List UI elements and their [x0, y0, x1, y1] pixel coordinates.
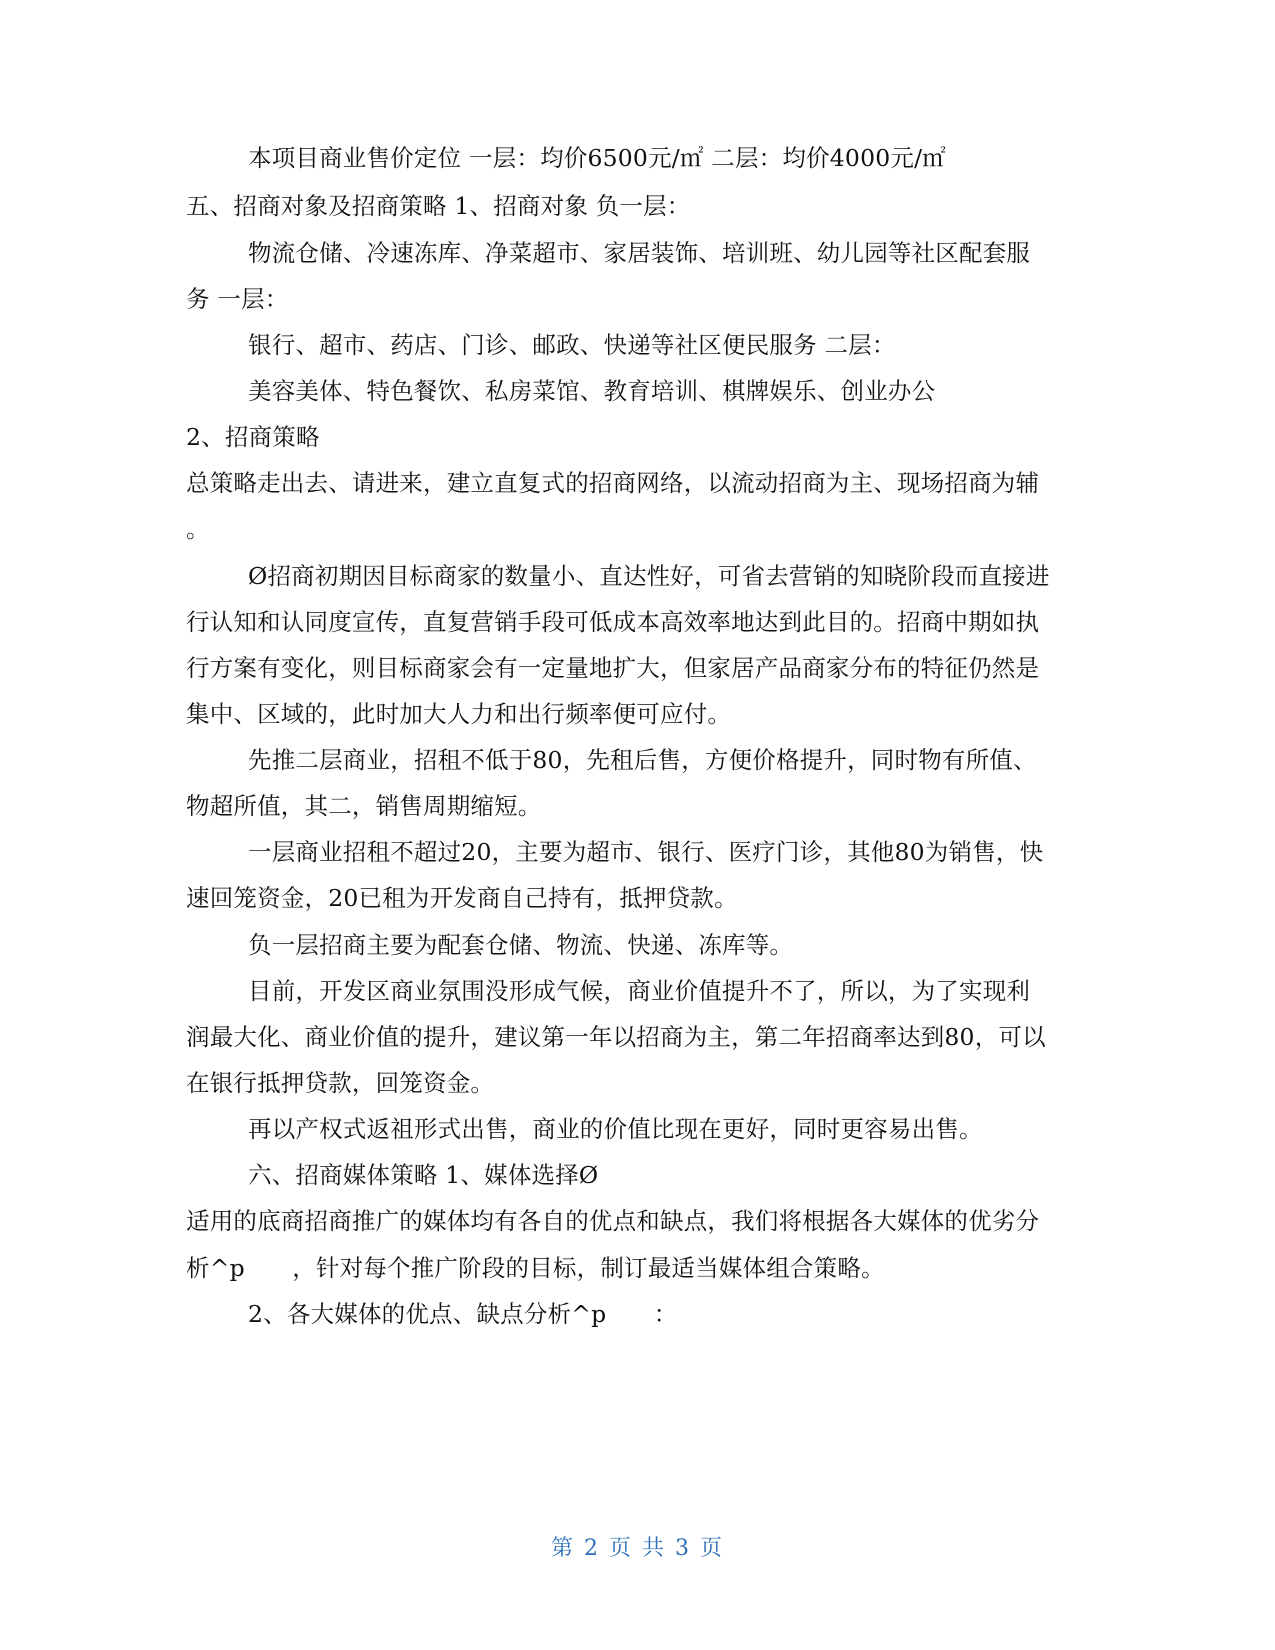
text-line: 总策略走出去、请进来，建立直复式的招商网络，以流动招商为主、现场招商为辅 [186, 469, 1040, 497]
text-line: 2、各大媒体的优点、缺点分析^p ： [248, 1300, 678, 1328]
section-heading: 2、招商策略 [186, 423, 320, 451]
text-line: 一层商业招租不超过20，主要为超市、银行、医疗门诊，其他80为销售，快 [248, 838, 1044, 866]
text-line: 物流仓储、冷速冻库、净菜超市、家居装饰、培训班、幼儿园等社区配套服 [248, 239, 1031, 267]
text-line: 物超所值，其二，销售周期缩短。 [186, 792, 542, 820]
text-line: 负一层招商主要为配套仓储、物流、快递、冻库等。 [248, 931, 794, 959]
text-line: 速回笼资金，20已租为开发商自己持有，抵押贷款。 [186, 884, 738, 912]
text-line: 目前，开发区商业氛围没形成气候，商业价值提升不了，所以，为了实现利 [248, 977, 1031, 1005]
text-line: 银行、超市、药店、门诊、邮政、快递等社区便民服务 二层： [248, 331, 896, 359]
text-line: 集中、区域的，此时加大人力和出行频率便可应付。 [186, 700, 732, 728]
text-line: 行认知和认同度宣传，直复营销手段可低成本高效率地达到此目的。招商中期如执 [186, 608, 1040, 636]
text-line: 本项目商业售价定位 一层：均价6500元/㎡ 二层：均价4000元/㎡ [248, 144, 946, 172]
section-heading: 六、招商媒体策略 1、媒体选择Ø [248, 1161, 599, 1189]
text-line: 美容美体、特色餐饮、私房菜馆、教育培训、棋牌娱乐、创业办公 [248, 377, 936, 405]
text-line: 五、招商对象及招商策略 1、招商对象 负一层： [186, 192, 691, 220]
text-line: 行方案有变化，则目标商家会有一定量地扩大，但家居产品商家分布的特征仍然是 [186, 654, 1040, 682]
text-line: 先推二层商业，招租不低于80，先租后售，方便价格提升，同时物有所值、 [248, 746, 1037, 774]
text-line: 。 [186, 515, 210, 543]
text-line: 务 一层： [186, 285, 289, 313]
text-line: 在银行抵押贷款，回笼资金。 [186, 1069, 495, 1097]
text-line: 析^p ，针对每个推广阶段的目标，制订最适当媒体组合策略。 [186, 1254, 885, 1282]
text-line: 润最大化、商业价值的提升，建议第一年以招商为主，第二年招商率达到80，可以 [186, 1023, 1046, 1051]
page-number-footer: 第 2 页 共 3 页 [551, 1536, 724, 1561]
text-line: Ø招商初期因目标商家的数量小、直达性好，可省去营销的知晓阶段而直接进 [248, 562, 1050, 590]
text-line: 适用的底商招商推广的媒体均有各自的优点和缺点，我们将根据各大媒体的优劣分 [186, 1207, 1040, 1235]
text-line: 再以产权式返祖形式出售，商业的价值比现在更好，同时更容易出售。 [248, 1115, 983, 1143]
